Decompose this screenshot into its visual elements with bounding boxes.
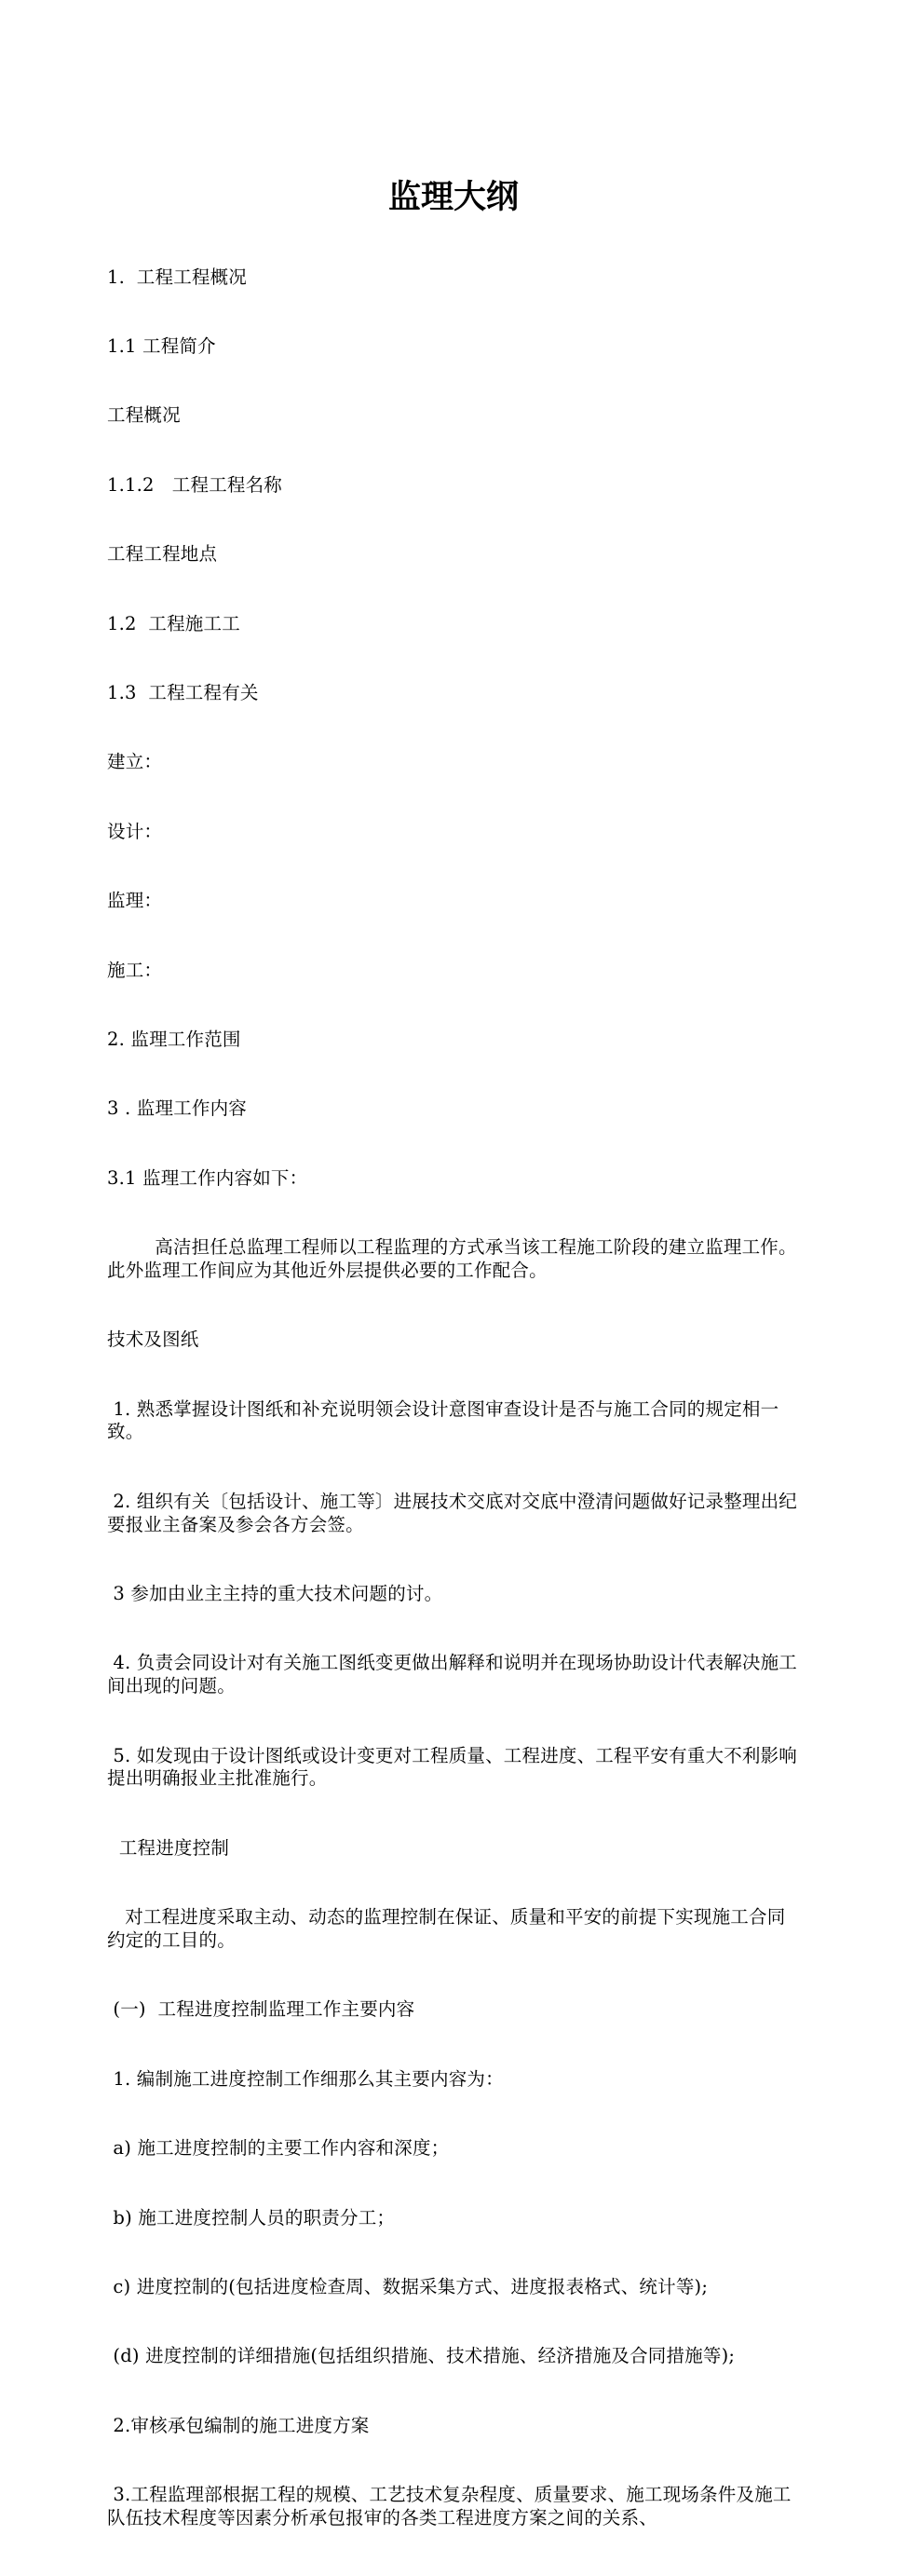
subheading: (一) 工程进度控制监理工作主要内容 [107, 1998, 415, 2021]
list-item: c) 进度控制的(包括进度检查周、数据采集方式、进度报表格式、统计等); [107, 2275, 709, 2297]
list-item: 5. 如发现由于设计图纸或设计变更对工程质量、工程进度、工程平安有重大不利影响提出明确报业主批准施行。 [107, 1744, 798, 1790]
paragraph: 对工程进度采取主动、动态的监理控制在保证、质量和平安的前提下实现施工合同约定的工目的。 [107, 1906, 786, 1951]
list-item: 2. 组织有关〔包括设计、施工等〕进展技术交底对交底中澄清问题做好记录整理出纪要报业主备案及参会各方会签。 [107, 1490, 798, 1535]
list-item: (d) 进度控制的详细措施(包括组织措施、技术措施、经济措施及合同措施等); [107, 2345, 736, 2367]
party-line: 施工： [107, 959, 163, 981]
list-item: 3.工程监理部根据工程的规模、工艺技术复杂程度、质量要求、施工现场条件及施工队伍技术程度等因素分析承包报审的各类工程进度方案之间的关系、 [107, 2484, 792, 2528]
document-body [107, 220, 801, 2576]
heading-1-1: 1.1 工程简介 [107, 334, 216, 357]
subheading: 工程进度控制 [107, 1836, 230, 1859]
list-item: b) 施工进度控制人员的职责分工； [107, 2206, 396, 2228]
heading-3: 3 . 监理工作内容 [107, 1097, 248, 1120]
party-line: 监理： [107, 890, 163, 912]
heading-1-3: 1.3 工程工程有关 [107, 681, 259, 703]
list-item: 4. 负责会同设计对有关施工图纸变更做出解释和说明并在现场协助设计代表解决施工间出现的问题。 [107, 1652, 798, 1697]
heading-1: 1. 工程工程概况 [107, 266, 248, 288]
heading-3-1: 3.1 监理工作内容如下： [107, 1166, 308, 1189]
party-line: 设计： [107, 820, 163, 842]
party-line: 建立： [107, 751, 163, 773]
list-item: 3 参加由业主主持的重大技术问题的讨。 [107, 1583, 443, 1605]
paragraph: 高洁担任总监理工程师以工程监理的方式承当该工程施工阶段的建立监理工作。此外监理工作间应为其他近外层提供必要的工作配合。 [107, 1236, 797, 1281]
paragraph: 工程工程地点 [107, 543, 218, 566]
list-item: 1. 熟悉掌握设计图纸和补充说明领会设计意图审查设计是否与施工合同的规定相一致。 [107, 1397, 779, 1443]
heading-2: 2. 监理工作范围 [107, 1028, 241, 1050]
heading-1-2: 1.2 工程施工工 [107, 612, 240, 634]
subheading: 技术及图纸 [107, 1329, 199, 1351]
list-item: 1. 编制施工进度控制工作细那么其主要内容为： [107, 2067, 504, 2090]
list-item: 2.审核承包编制的施工进度方案 [107, 2414, 370, 2436]
document-title: 监理大纲 [387, 178, 519, 216]
paragraph: 工程概况 [107, 404, 181, 427]
heading-1-1-2: 1.1.2 工程工程名称 [107, 473, 283, 496]
list-item: a) 施工进度控制的主要工作内容和深度； [107, 2137, 450, 2160]
